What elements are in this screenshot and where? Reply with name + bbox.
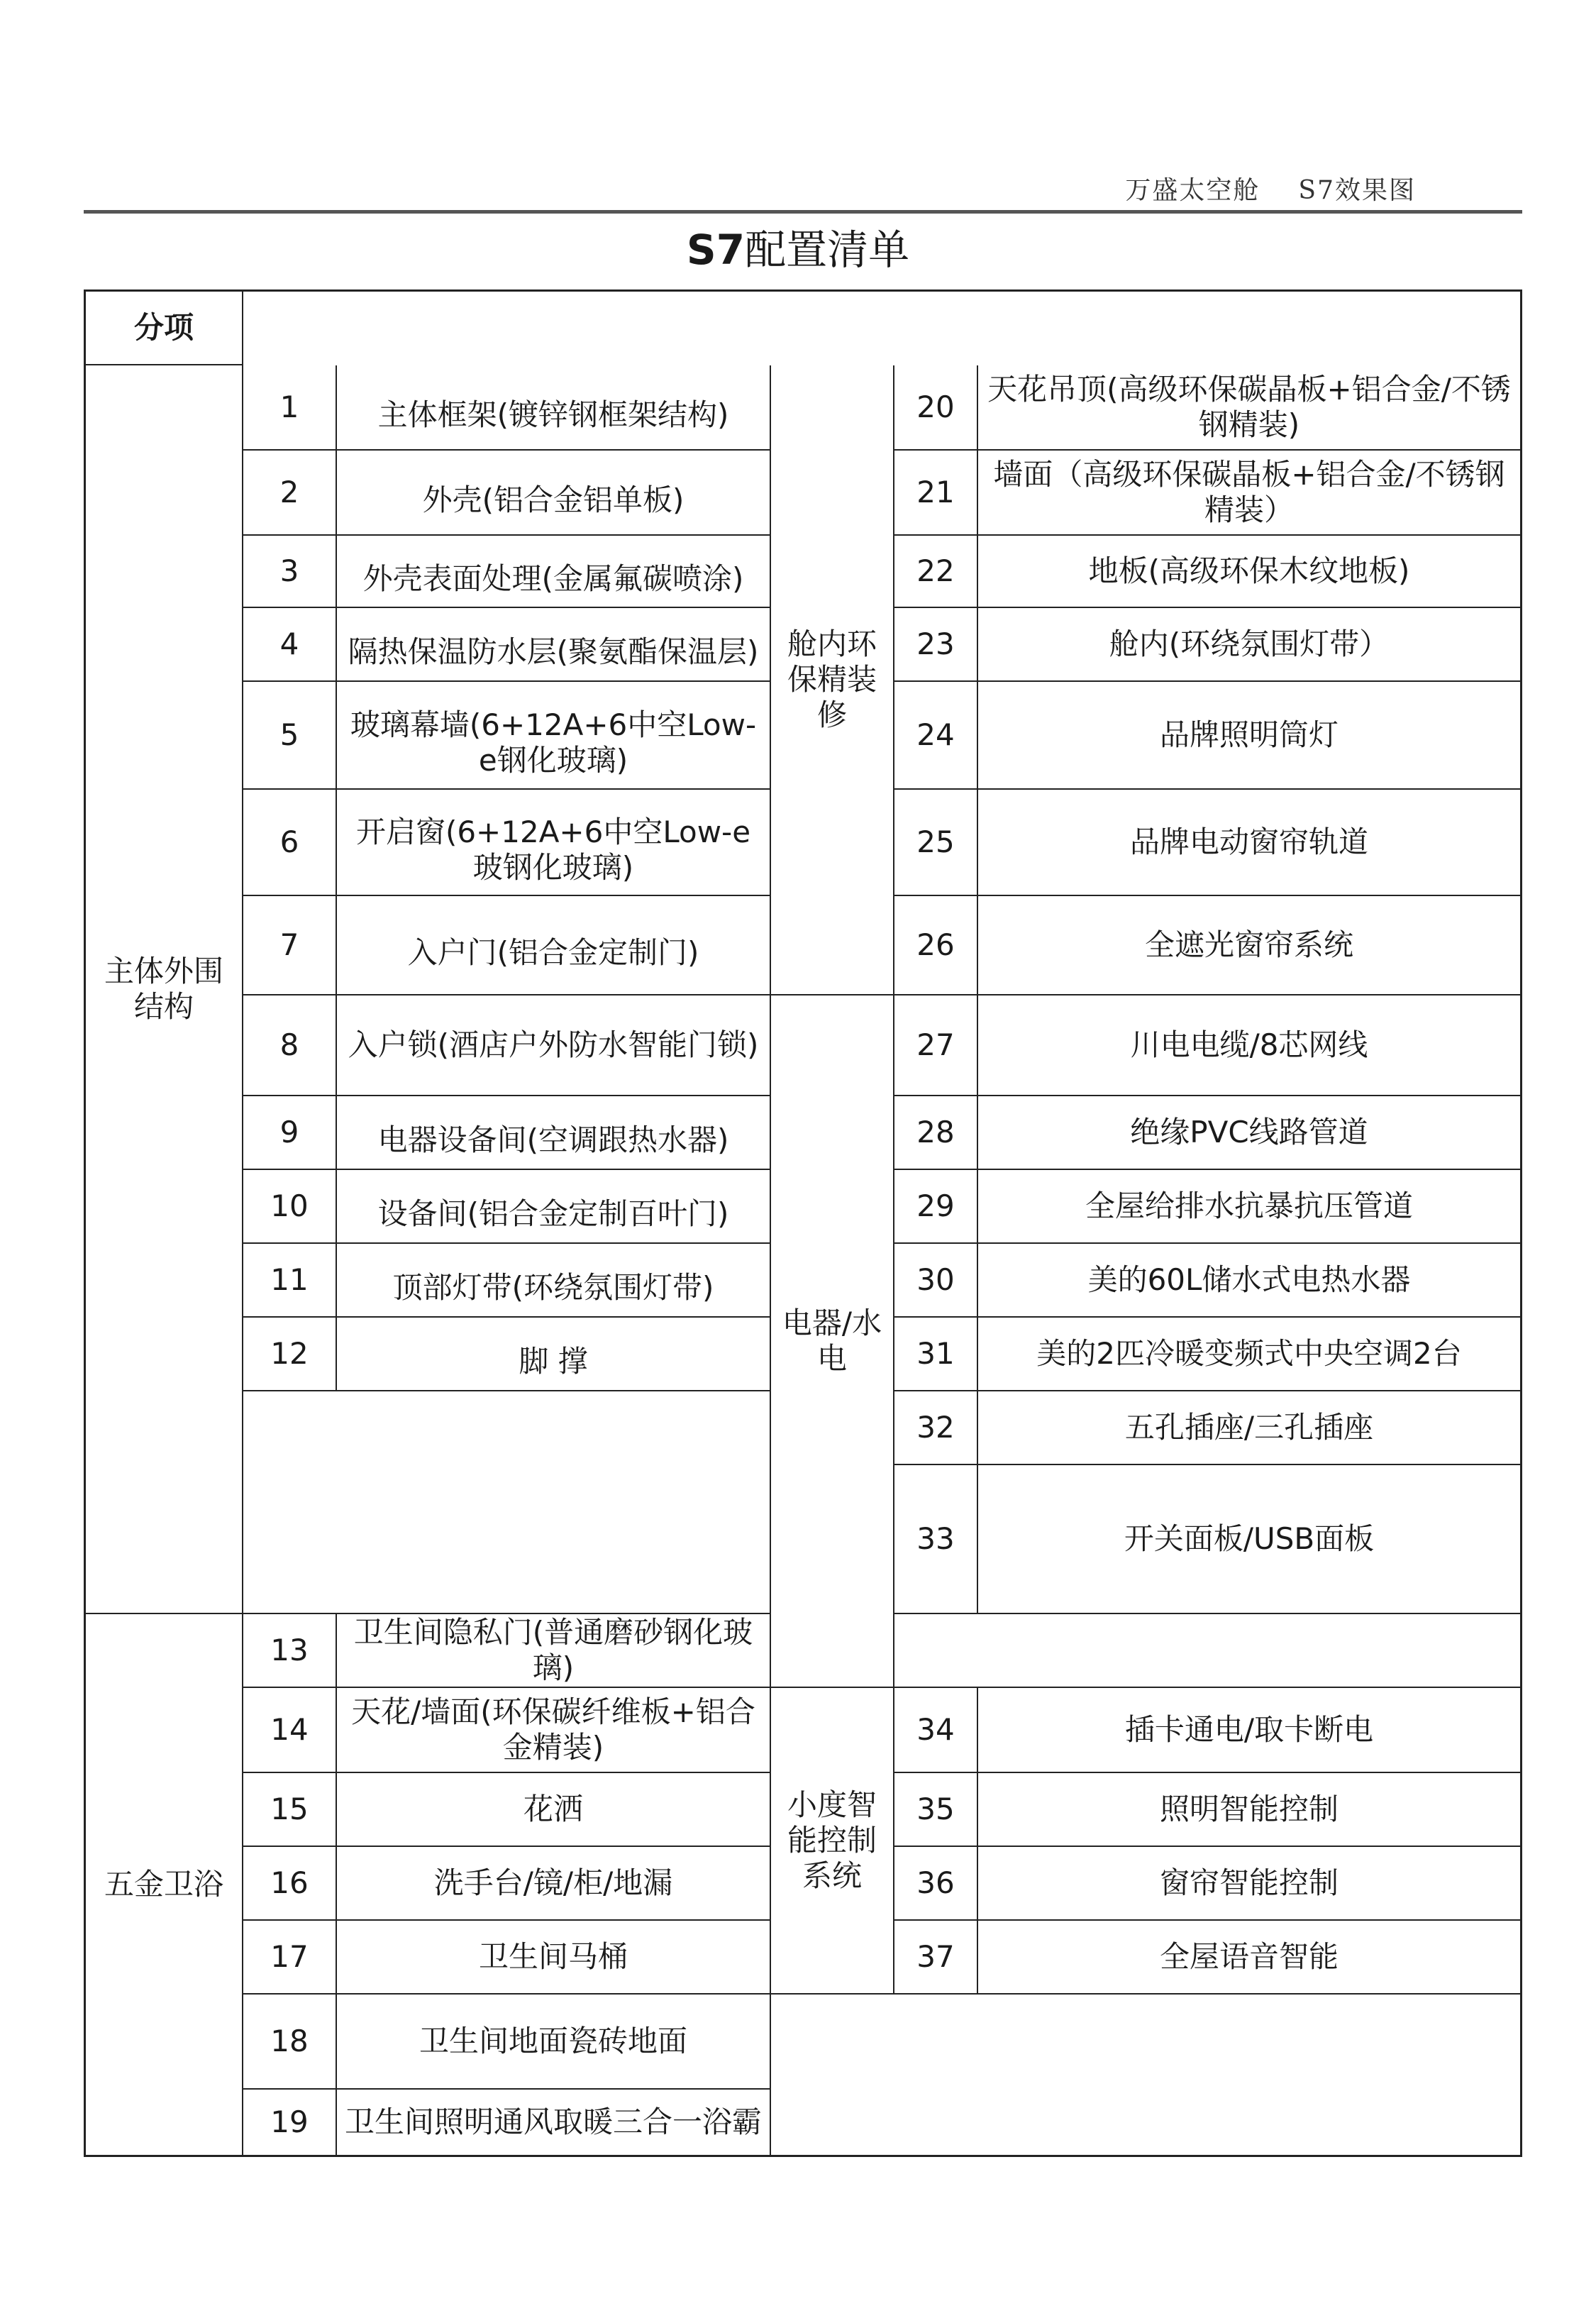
- item-description: 主体框架(镀锌钢框架结构): [337, 365, 771, 451]
- item-number: 37: [894, 1921, 978, 1995]
- item-description: 开启窗(6+12A+6中空Low-e玻钢化玻璃): [337, 790, 771, 896]
- item-number: 7: [243, 896, 337, 995]
- header-divider: [84, 210, 1522, 214]
- item-description: 美的60L储水式电热水器: [978, 1244, 1520, 1318]
- item-description: 卫生间马桶: [337, 1921, 771, 1995]
- config-table: [84, 289, 1522, 2157]
- item-number: 35: [894, 1773, 978, 1847]
- item-description: 入户门(铝合金定制门): [337, 896, 771, 995]
- item-description: 天花吊顶(高级环保碳晶板+铝合金/不锈钢精装): [978, 365, 1520, 451]
- item-description: 开关面板/USB面板: [978, 1465, 1520, 1614]
- item-description: 入户锁(酒店户外防水智能门锁): [337, 995, 771, 1096]
- item-number: 26: [894, 896, 978, 995]
- item-number: 6: [243, 790, 337, 896]
- item-number: 29: [894, 1170, 978, 1244]
- item-description: 全遮光窗帘系统: [978, 896, 1520, 995]
- category-smart-control: 小度智能控制系统: [771, 1688, 894, 1995]
- item-number: 13: [243, 1614, 337, 1688]
- item-description: 窗帘智能控制: [978, 1847, 1520, 1921]
- item-description: 卫生间隐私门(普通磨砂钢化玻璃): [337, 1614, 771, 1688]
- category-main-structure: 主体外围结构: [86, 365, 243, 1614]
- item-number: 34: [894, 1688, 978, 1773]
- item-description: 天花/墙面(环保碳纤维板+铝合金精装): [337, 1688, 771, 1773]
- item-number: 17: [243, 1921, 337, 1995]
- item-number: 18: [243, 1995, 337, 2090]
- item-number: 3: [243, 536, 337, 608]
- item-description: 洗手台/镜/柜/地漏: [337, 1847, 771, 1921]
- item-description: 电器设备间(空调跟热水器): [337, 1096, 771, 1170]
- item-description: 花洒: [337, 1773, 771, 1847]
- item-number: 21: [894, 451, 978, 536]
- column-header-category: 分项: [86, 292, 243, 365]
- item-description: 设备间(铝合金定制百叶门): [337, 1170, 771, 1244]
- item-description: 顶部灯带(环绕氛围灯带): [337, 1244, 771, 1318]
- item-number: 24: [894, 682, 978, 790]
- item-number: 9: [243, 1096, 337, 1170]
- item-description: 全屋给排水抗暴抗压管道: [978, 1170, 1520, 1244]
- category-hardware-bath: 五金卫浴: [86, 1614, 243, 2155]
- item-number: 12: [243, 1318, 337, 1391]
- item-number: 33: [894, 1465, 978, 1614]
- item-description: 照明智能控制: [978, 1773, 1520, 1847]
- item-description: 品牌照明筒灯: [978, 682, 1520, 790]
- item-description: 卫生间照明通风取暖三合一浴霸: [337, 2090, 771, 2155]
- item-number: 28: [894, 1096, 978, 1170]
- item-description: 美的2匹冷暖变频式中央空调2台: [978, 1318, 1520, 1391]
- item-number: 10: [243, 1170, 337, 1244]
- company-name: 万盛太空舱: [1125, 176, 1260, 205]
- item-description: 全屋语音智能: [978, 1921, 1520, 1995]
- item-description: 插卡通电/取卡断电: [978, 1688, 1520, 1773]
- item-number: 23: [894, 608, 978, 682]
- item-number: 14: [243, 1688, 337, 1773]
- item-number: 36: [894, 1847, 978, 1921]
- category-electrical-plumbing: 电器/水电: [771, 995, 894, 1688]
- item-description: 墙面（高级环保碳晶板+铝合金/不锈钢精装）: [978, 451, 1520, 536]
- document-header: [1125, 170, 1416, 206]
- header-label: S7效果图: [1298, 176, 1416, 205]
- item-number: 19: [243, 2090, 337, 2155]
- item-description: 五孔插座/三孔插座: [978, 1391, 1520, 1465]
- item-number: 30: [894, 1244, 978, 1318]
- item-number: 27: [894, 995, 978, 1096]
- empty-cell: [771, 1995, 1520, 2155]
- item-number: 16: [243, 1847, 337, 1921]
- item-number: 2: [243, 451, 337, 536]
- item-number: 8: [243, 995, 337, 1096]
- item-description: 外壳(铝合金铝单板): [337, 451, 771, 536]
- empty-cell: [243, 1391, 771, 1614]
- empty-cell: [894, 1614, 1520, 1688]
- title-prefix: S7: [686, 226, 746, 274]
- item-description: 川电电缆/8芯网线: [978, 995, 1520, 1096]
- item-description: 品牌电动窗帘轨道: [978, 790, 1520, 896]
- item-number: 32: [894, 1391, 978, 1465]
- item-number: 5: [243, 682, 337, 790]
- item-number: 22: [894, 536, 978, 608]
- item-number: 15: [243, 1773, 337, 1847]
- page-title: [0, 216, 1596, 276]
- item-number: 25: [894, 790, 978, 896]
- item-description: 玻璃幕墙(6+12A+6中空Low-e钢化玻璃): [337, 682, 771, 790]
- item-number: 4: [243, 608, 337, 682]
- item-description: 绝缘PVC线路管道: [978, 1096, 1520, 1170]
- item-description: 隔热保温防水层(聚氨酯保温层): [337, 608, 771, 682]
- category-interior-decoration: 舱内环保精装修: [771, 365, 894, 995]
- item-number: 20: [894, 365, 978, 451]
- item-description: 卫生间地面瓷砖地面: [337, 1995, 771, 2090]
- item-description: 地板(高级环保木纹地板): [978, 536, 1520, 608]
- title-main: 配置清单: [745, 226, 910, 274]
- item-number: 31: [894, 1318, 978, 1391]
- item-number: 11: [243, 1244, 337, 1318]
- item-number: 1: [243, 365, 337, 451]
- item-description: 舱内(环绕氛围灯带）: [978, 608, 1520, 682]
- item-description: 外壳表面处理(金属氟碳喷涂): [337, 536, 771, 608]
- item-description: 脚 撑: [337, 1318, 771, 1391]
